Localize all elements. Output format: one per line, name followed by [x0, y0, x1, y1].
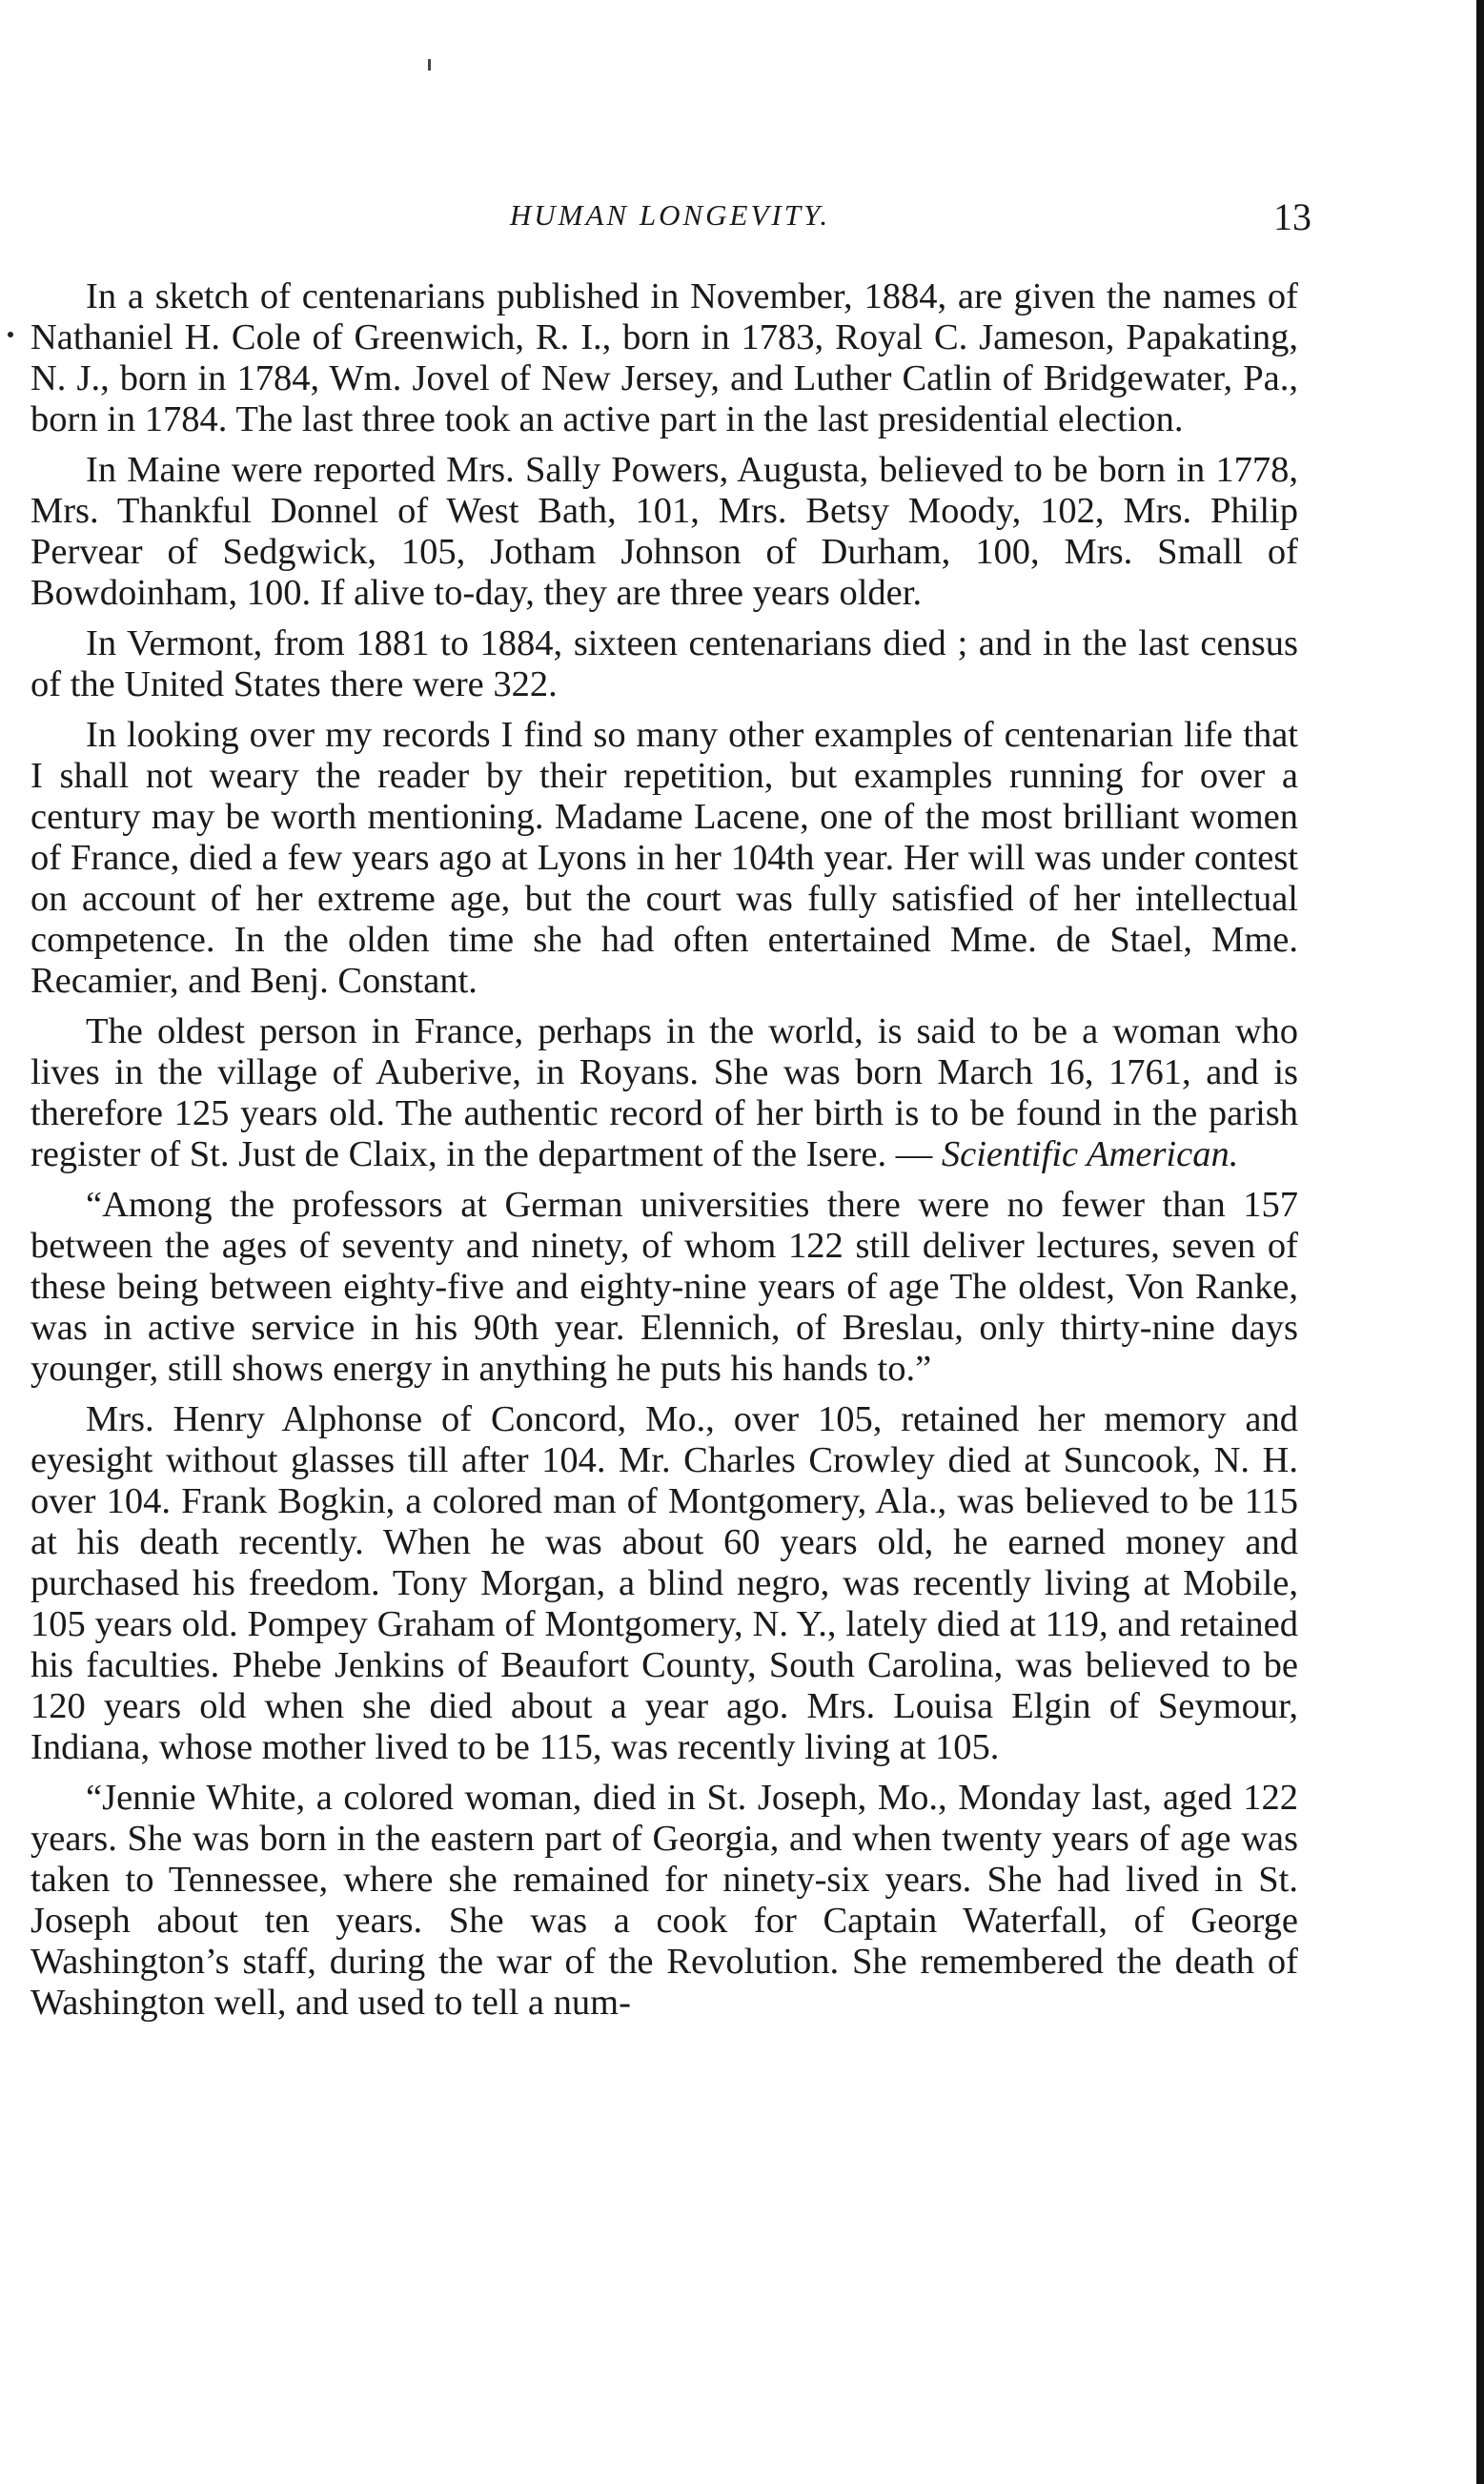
page-number: 13: [1273, 195, 1311, 238]
paragraph-maine: In Maine were reported Mrs. Sally Powers, Augusta, believed to be born in 1778, Mrs. Thankful Donnel of West Bath, 101, Mrs. Betsy Moody, 102, Mrs. Philip Pervear of Sedgwick, 105, Jotham Johnson of Durham, 100, Mrs. Small of Bowdoinham, 100. If alive to-day, they are three years older.: [30, 450, 1298, 613]
paragraph-records: In looking over my records I find so many other examples of centenarian life that I shall not weary the reader by their repetition, but examples running for over a century may be worth mentioning. Madame Lacene, one of the most brilliant women of France, died a few years ago at Lyons in her 104th year. Her will was under contest on account of her extreme age, but the court was fully satisfied of her intellectual competence. In the olden time she had often entertained Mme. de Stael, Mme. Recamier, and Benj. Constant.: [30, 715, 1298, 1001]
paragraph-jennie-white: “Jennie White, a colored woman, died in St. Joseph, Mo., Monday last, aged 122 years. She was born in the eastern part of Georgia, and when twenty years of age was taken to Tennessee, where she remained for ninety-six years. She had lived in St. Joseph about ten years. She was a cook for Captain Waterfall, of George Washington’s staff, during the war of the Revolution. She remembered the death of Washington well, and used to tell a num-: [30, 1778, 1298, 2023]
citation-scientific-american: Scientific American.: [941, 1134, 1239, 1174]
paragraph-german-professors: “Among the professors at German universities there were no fewer than 157 between the ages of seventy and ninety, of whom 122 still deliver lectures, seven of these being between eighty-five and eighty-nine years of age The oldest, Von Ranke, was in active service in his 90th year. Elennich, of Breslau, only thirty-nine days younger, still shows energy in anything he puts his hands to.”: [30, 1185, 1298, 1389]
france-text: The oldest person in France, perhaps in the world, is said to be a woman who lives in the village of Auberive, in Royans. She was born March 16, 1761, and is therefore 125 years old. The authentic record of her birth is to be found in the parish register of St. Just de Claix, in the department of the Isere. —: [30, 1011, 1298, 1174]
running-header: [29, 195, 1311, 255]
paragraph-oldest-france: [30, 1011, 1298, 1175]
stray-margin-dot: [8, 332, 13, 337]
body-text: [30, 276, 1298, 2024]
paragraph-centenarians-1884: In a sketch of centenarians published in November, 1884, are given the names of Nathaniel H. Cole of Greenwich, R. I., born in 1783, Royal C. Jameson, Papakating, N. J., born in 1784, Wm. Jovel of New Jersey, and Luther Catlin of Bridgewater, Pa., born in 1784. The last three took an active part in the last presidential election.: [30, 276, 1298, 439]
stray-print-mark: [428, 59, 431, 71]
running-title: HUMAN LONGEVITY.: [509, 198, 831, 232]
page-edge-shadow: [1476, 0, 1484, 2484]
paragraph-alphonse: Mrs. Henry Alphonse of Concord, Mo., over 105, retained her memory and eyesight without glasses till after 104. Mr. Charles Crowley died at Suncook, N. H. over 104. Frank Bogkin, a colored man of Montgomery, Ala., was believed to be 115 at his death recently. When he was about 60 years old, he earned money and purchased his freedom. Tony Morgan, a blind negro, was recently living at Mobile, 105 years old. Pompey Graham of Montgomery, N. Y., lately died at 119, and retained his faculties. Phebe Jenkins of Beaufort County, South Carolina, was believed to be 120 years old when she died about a year ago. Mrs. Louisa Elgin of Seymour, Indiana, whose mother lived to be 115, was recently living at 105.: [30, 1399, 1298, 1767]
paragraph-vermont: In Vermont, from 1881 to 1884, sixteen centenarians died ; and in the last census of the United States there were 322.: [30, 623, 1298, 704]
